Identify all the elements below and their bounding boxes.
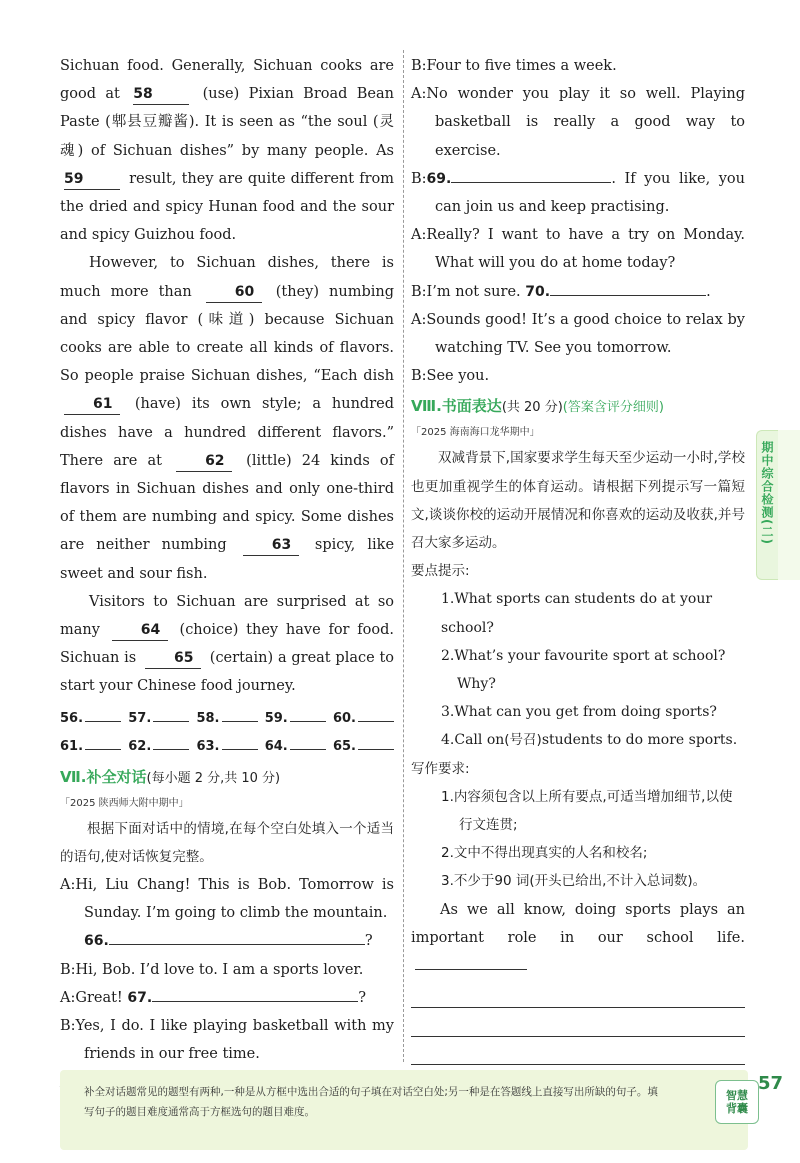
answer-slot[interactable]: 63. [196, 733, 257, 761]
answer-line-67[interactable] [152, 986, 358, 1002]
dialog-line-b6: B:See you. [411, 368, 490, 385]
dialog-line-a5: A:Really? I want to have a try on Monday. What will you do at home today? [411, 227, 745, 272]
answer-slot[interactable]: 60. [333, 705, 394, 733]
passage-paragraph-1: Sichuan food. Generally, Sichuan cooks are good at 58 (use) Pixian Broad Bean Paste (郫县豆瓣酱). It is seen as “the soul (灵魂) of Sichuan dishes” by many people. As 59 result, they are quite different from the dried and spicy Hunan food and the sour and spicy Guizhou food. [60, 58, 395, 244]
right-column [411, 52, 745, 1149]
writing-line-first[interactable] [415, 954, 527, 970]
blank-58[interactable]: 58 [133, 84, 189, 105]
blank-64[interactable]: 64 [112, 620, 168, 641]
blank-60[interactable]: 60 [206, 282, 262, 303]
passage-paragraph-2: However, to Sichuan dishes, there is much more than 60 (they) numbing and spicy flavor (味道) because Sichuan cooks are able to create all kinds of flavors. So people praise Sichuan dishes, “Each dish 61 (have) its own style; a hundred dishes have a hundred different flavors.” There are at 62 (little) 24 kinds of flavors in Sichuan dishes and only one-third of them are numbing and spicy. Some dishes are neither numbing 63 spicy, like sweet and sour fish. [60, 255, 395, 582]
section-8-source: 「2025 海南海口龙华期中」 [411, 427, 540, 439]
dialog-line-a2: A:Great! 67. ? [60, 984, 394, 1012]
blank-65[interactable]: 65 [145, 648, 201, 669]
answer-slot[interactable]: 65. [333, 733, 394, 761]
tip-3: 3.What can you get from doing sports? [441, 704, 717, 721]
answer-line-70[interactable] [550, 280, 706, 296]
tip-2-why: Why? [457, 676, 496, 693]
dialog-line-b3: B:Four to five times a week. [411, 58, 617, 74]
column-divider [403, 50, 404, 1062]
blank-63[interactable]: 63 [243, 535, 299, 556]
dialog-line-b5: B:I’m not sure. 70. . [411, 278, 745, 306]
answer-slot[interactable]: 56. [60, 705, 121, 733]
dialog-line-a6: A:Sounds good! It’s a good choice to relax by watching TV. See you tomorrow. [411, 311, 745, 357]
side-tab-label: 期中综合检测(二) [760, 441, 774, 545]
requirements-label: 写作要求: [411, 760, 470, 777]
blank-62[interactable]: 62 [176, 451, 232, 472]
writing-opening: As we all know, doing sports plays an important role in our school life. [411, 896, 745, 981]
left-column [60, 52, 394, 1097]
dialog-line-a1: A:Hi, Liu Chang! This is Bob. Tomorrow is Sunday. I’m going to climb the mountain. 66. ? [60, 877, 394, 950]
passage-paragraph-3: Visitors to Sichuan are surprised at so many 64 (choice) they have for food. Sichuan is 65 (certain) a great place to start your Chinese food journey. [60, 593, 395, 695]
blank-61[interactable]: 61 [64, 394, 120, 415]
answer-row-2 [60, 733, 394, 761]
requirement-3: 3.不少于90 词(开头已给出,不计入总词数)。 [441, 873, 707, 890]
tip-4: 4.Call on(号召)students to do more sports. [441, 732, 738, 749]
answer-slot[interactable]: 58. [196, 705, 257, 733]
tip-1: 1.What sports can students do at your school? [441, 591, 713, 636]
section-7-instruction: 根据下面对话中的情境,在每个空白处填入一个适当的语句,使对话恢复完整。 [60, 820, 394, 865]
answer-line-66[interactable] [109, 929, 365, 945]
answer-slot[interactable]: 61. [60, 733, 121, 761]
answer-line-69[interactable] [451, 167, 611, 183]
section-7-title: Ⅶ.补全对话(每小题 2 分,共 10 分) [60, 767, 281, 786]
requirement-1: 1.内容须包含以上所有要点,可适当增加细节,以使行文连贯; [441, 788, 733, 834]
blank-59[interactable]: 59 [64, 169, 120, 190]
writing-line[interactable] [411, 1037, 745, 1065]
tips-label: 要点提示: [411, 563, 470, 580]
requirement-2: 2.文中不得出现真实的人名和校名; [441, 845, 648, 862]
footer-tip-text: 补全对话题常见的题型有两种,一种是从方框中选出合适的句子填在对话空白处;另一种是在答题线上直接写出所缺的句子。填写句子的题目难度通常高于方框选句的题目难度。 [84, 1086, 658, 1118]
dialog-line-b4: B:69. . If you like, you can join us and keep practising. [411, 165, 745, 221]
dialog-line-a4: A:No wonder you play it so well. Playing basketball is really a good way to exercise. [411, 86, 745, 159]
dialog-line-b1: B:Hi, Bob. I’d love to. I am a sports lover. [60, 961, 364, 978]
writing-prompt: 双减背景下,国家要求学生每天至少运动一小时,学校也更加重视学生的体育运动。请根据下列提示写一篇短文,谈谈你校的运动开展情况和你喜欢的运动及收获,并号召大家多运动。 [411, 450, 745, 552]
answer-slot[interactable]: 64. [265, 733, 326, 761]
writing-line[interactable] [411, 980, 745, 1008]
side-stripe [778, 430, 800, 580]
section-8-title: Ⅷ.书面表达(共 20 分)(答案含评分细则) [411, 397, 664, 416]
tip-2: 2.What’s your favourite sport at school? [441, 647, 726, 664]
answer-slot[interactable]: 59. [265, 705, 326, 733]
footer-tip-box [60, 1070, 748, 1150]
wisdom-badge: 智慧 背囊 [715, 1080, 759, 1124]
writing-line[interactable] [411, 1008, 745, 1036]
answer-slot[interactable]: 62. [128, 733, 189, 761]
side-tab [756, 430, 778, 580]
answer-slot[interactable]: 57. [128, 705, 189, 733]
page-number: 57 [758, 1073, 784, 1094]
answer-row-1 [60, 705, 394, 733]
section-7-source: 「2025 陕西师大附中期中」 [60, 797, 189, 809]
dialog-line-b2: B:Yes, I do. I like playing basketball with my friends in our free time. [60, 1018, 394, 1063]
